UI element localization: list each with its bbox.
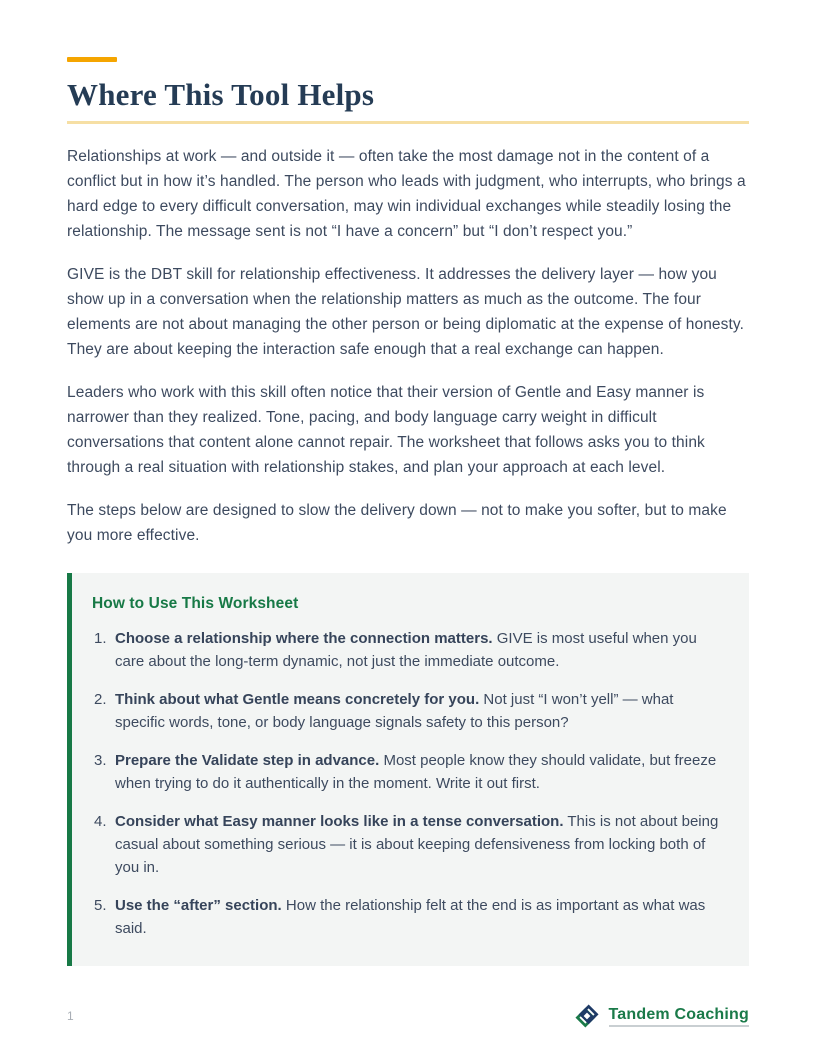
intro-paragraph: Leaders who work with this skill often notice that their version of Gentle and Easy manner is narrower than they realized. Tone, pacing, and body language carry weight in difficult conversations that content alone cannot repair. The worksheet that follows asks you to think through a real situation with relationship stakes, and plan your approach at each level. <box>67 384 705 477</box>
step-text: Not just “I won’t yell” — what specific words, tone, or body language signals safety to this person? <box>115 691 674 732</box>
intro-section <box>67 144 749 548</box>
step-item <box>92 627 723 673</box>
brand-logo <box>573 1002 750 1030</box>
step-list <box>92 627 723 940</box>
page-footer <box>67 1002 749 1030</box>
page-title: Where This Tool Helps <box>67 77 375 112</box>
step-bold-text: Choose a relationship where the connection matters. <box>115 630 493 648</box>
step-item <box>92 749 723 795</box>
step-item <box>92 894 723 940</box>
step-text: This is not about being casual about something serious — it is about keeping defensiveness from locking both of you in. <box>115 813 719 877</box>
callout-heading: How to Use This Worksheet <box>92 595 299 613</box>
intro-paragraph: The steps below are designed to slow the delivery down — not to make you softer, but to make you more effective. <box>67 502 727 545</box>
page-number: 1 <box>67 1009 74 1023</box>
step-item <box>92 810 723 879</box>
step-bold-text: Consider what Easy manner looks like in a tense conversation. <box>115 813 564 831</box>
callout-box <box>67 573 749 966</box>
tandem-diamond-logo-icon <box>573 1002 601 1030</box>
step-bold-text: Prepare the Validate step in advance. <box>115 752 380 770</box>
step-item <box>92 688 723 734</box>
step-text: GIVE is most useful when you care about the long-term dynamic, not just the immediate outcome. <box>115 630 697 671</box>
step-bold-text: Use the “after” section. <box>115 897 282 915</box>
intro-paragraph: GIVE is the DBT skill for relationship effectiveness. It addresses the delivery layer — how you show up in a conversation when the relationship matters as much as the outcome. The four elements are not about managing the other person or being diplomatic at the expense of honesty. They are about keeping the interaction safe enough that a real exchange can happen. <box>67 266 745 359</box>
step-bold-text: Think about what Gentle means concretely for you. <box>115 691 480 709</box>
brand-name: Tandem Coaching <box>609 1006 750 1027</box>
accent-bar <box>67 57 117 62</box>
intro-paragraph: Relationships at work — and outside it — often take the most damage not in the content of a conflict but in how it’s handled. The person who leads with judgment, who interrupts, who brings a hard edge to every difficult conversation, may win individual exchanges while steadily losing the relationship. The message sent is not “I have a concern” but “I don’t respect you.” <box>67 148 746 241</box>
title-underline <box>67 121 749 124</box>
step-text: How the relationship felt at the end is as important as what was said. <box>115 897 706 938</box>
step-text: Most people know they should validate, but freeze when trying to do it authentically in the moment. Write it out first. <box>115 752 717 793</box>
